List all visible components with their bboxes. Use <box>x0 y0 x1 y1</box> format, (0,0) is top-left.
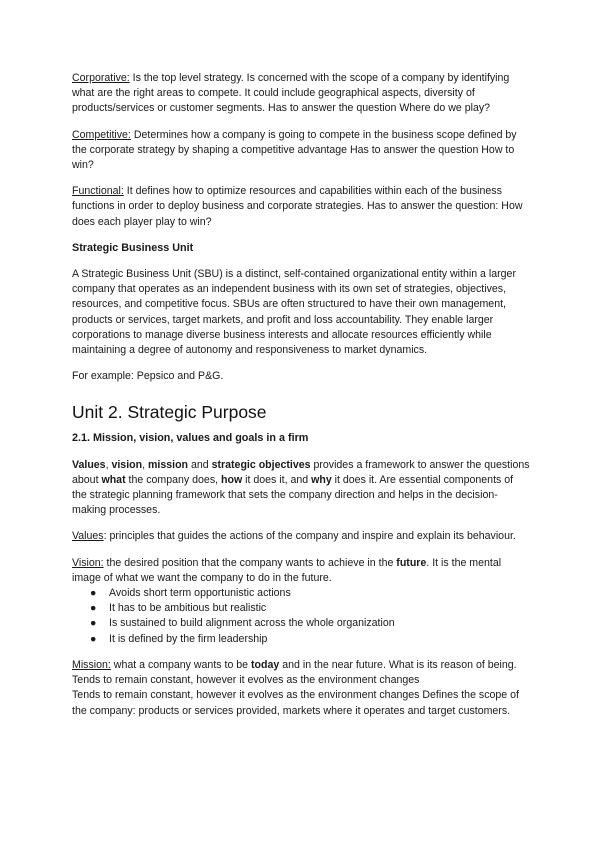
intro-bold-values: Values <box>72 458 106 471</box>
intro-bold-why: why <box>311 473 332 486</box>
term-competitive: Competitive: <box>72 128 131 141</box>
section-subheading: 2.1. Mission, vision, values and goals in a firm <box>72 432 309 445</box>
definition-corporative: Is the top level strategy. Is concerned with the scope of a company by identifying what are the right areas to compete. It could include geographical aspects, diversity of products/services or customer segments. Has to answer the question Where do we play? <box>72 72 510 115</box>
term-vision: Vision: <box>72 556 104 569</box>
list-item <box>72 616 530 631</box>
paragraph-competitive <box>72 128 530 174</box>
list-item-text: Is sustained to build alignment across the whole organization <box>109 617 395 630</box>
bullet-icon: ● <box>90 632 97 645</box>
intro-text: , <box>142 458 148 471</box>
intro-text: it does it, and <box>242 473 312 486</box>
intro-bold-how: how <box>221 473 243 486</box>
intro-text: it does it. Are essential components of the strategic planning framework that sets the company direction and helps in the decision-making processes. <box>72 473 514 517</box>
paragraph-values <box>72 529 530 544</box>
paragraph-sbu: A Strategic Business Unit (SBU) is a distinct, self-contained organizational entity within a larger company that operates as an independent business with its own set of strategies, objectives, resources, and competitive focus. SBUs are often structured to have their own management, products or services, target markets, and profit and loss accountability. They enable larger corporations to manage diverse business interests and allocate resources efficiently while maintaining a degree of autonomy and responsiveness to market dynamics. <box>72 268 516 357</box>
term-corporative: Corporative: <box>72 72 130 84</box>
list-item-text: Avoids short term opportunistic actions <box>109 587 291 600</box>
paragraph-mission-continued: Tends to remain constant, however it evolves as the environment changes Defines the scope of the company: products or services provided, markets where it operates and target customers. <box>72 689 519 717</box>
list-item-text: It is defined by the firm leadership <box>109 632 268 645</box>
definition-mission: and in the near future. What is its reason of being. Tends to remain constant, however it evolves as the environment changes <box>72 658 517 687</box>
intro-bold-vision: vision <box>111 458 143 471</box>
bold-future: future <box>396 556 427 569</box>
intro-text: the company does, <box>125 473 222 486</box>
unit-title: Unit 2. Strategic Purpose <box>72 402 267 423</box>
definition-functional: It defines how to optimize resources and capabilities within each of the business functions in order to deploy business and corporate strategies. Has to answer the question: How does each player play to win? <box>72 185 523 228</box>
definition-values: : principles that guides the actions of the company and inspire and explain its behaviour. <box>103 530 516 543</box>
paragraph-sbu-example: For example: Pepsico and P&G. <box>72 370 224 383</box>
bullet-icon: ● <box>90 602 97 615</box>
term-mission: Mission: <box>72 658 111 671</box>
bullet-icon: ● <box>90 587 97 600</box>
list-item-text: It has to be ambitious but realistic <box>109 602 267 615</box>
intro-bold-mission: mission <box>147 458 189 471</box>
definition-vision: the desired position that the company wants to achieve in the <box>103 556 397 569</box>
bullet-icon: ● <box>90 617 97 630</box>
paragraph-vision <box>72 556 530 586</box>
intro-text: provides a framework to answer the questions about <box>72 458 530 486</box>
list-item <box>72 586 530 601</box>
intro-text: and <box>188 458 212 471</box>
list-item <box>72 632 530 647</box>
term-functional: Functional: <box>72 185 124 198</box>
heading-sbu: Strategic Business Unit <box>72 241 194 254</box>
definition-competitive: Determines how a company is going to compete in the business scope defined by the corporate strategy by shaping a competitive advantage Has to answer the question How to win? <box>72 128 517 172</box>
intro-bold-objectives: strategic objectives <box>211 458 311 471</box>
vision-bullet-list <box>72 586 530 647</box>
term-values: Values <box>72 530 104 543</box>
list-item <box>72 601 530 616</box>
paragraph-intro <box>72 458 530 519</box>
bold-today: today <box>251 658 280 671</box>
intro-bold-what: what <box>101 473 126 486</box>
definition-vision: . It is the mental image of what we want the company to do in the future. <box>72 556 502 584</box>
paragraph-functional <box>72 184 530 230</box>
intro-text: , <box>105 458 112 471</box>
definition-mission: what a company wants to be <box>110 658 252 671</box>
paragraph-mission <box>72 658 530 688</box>
paragraph-corporative <box>72 71 530 117</box>
